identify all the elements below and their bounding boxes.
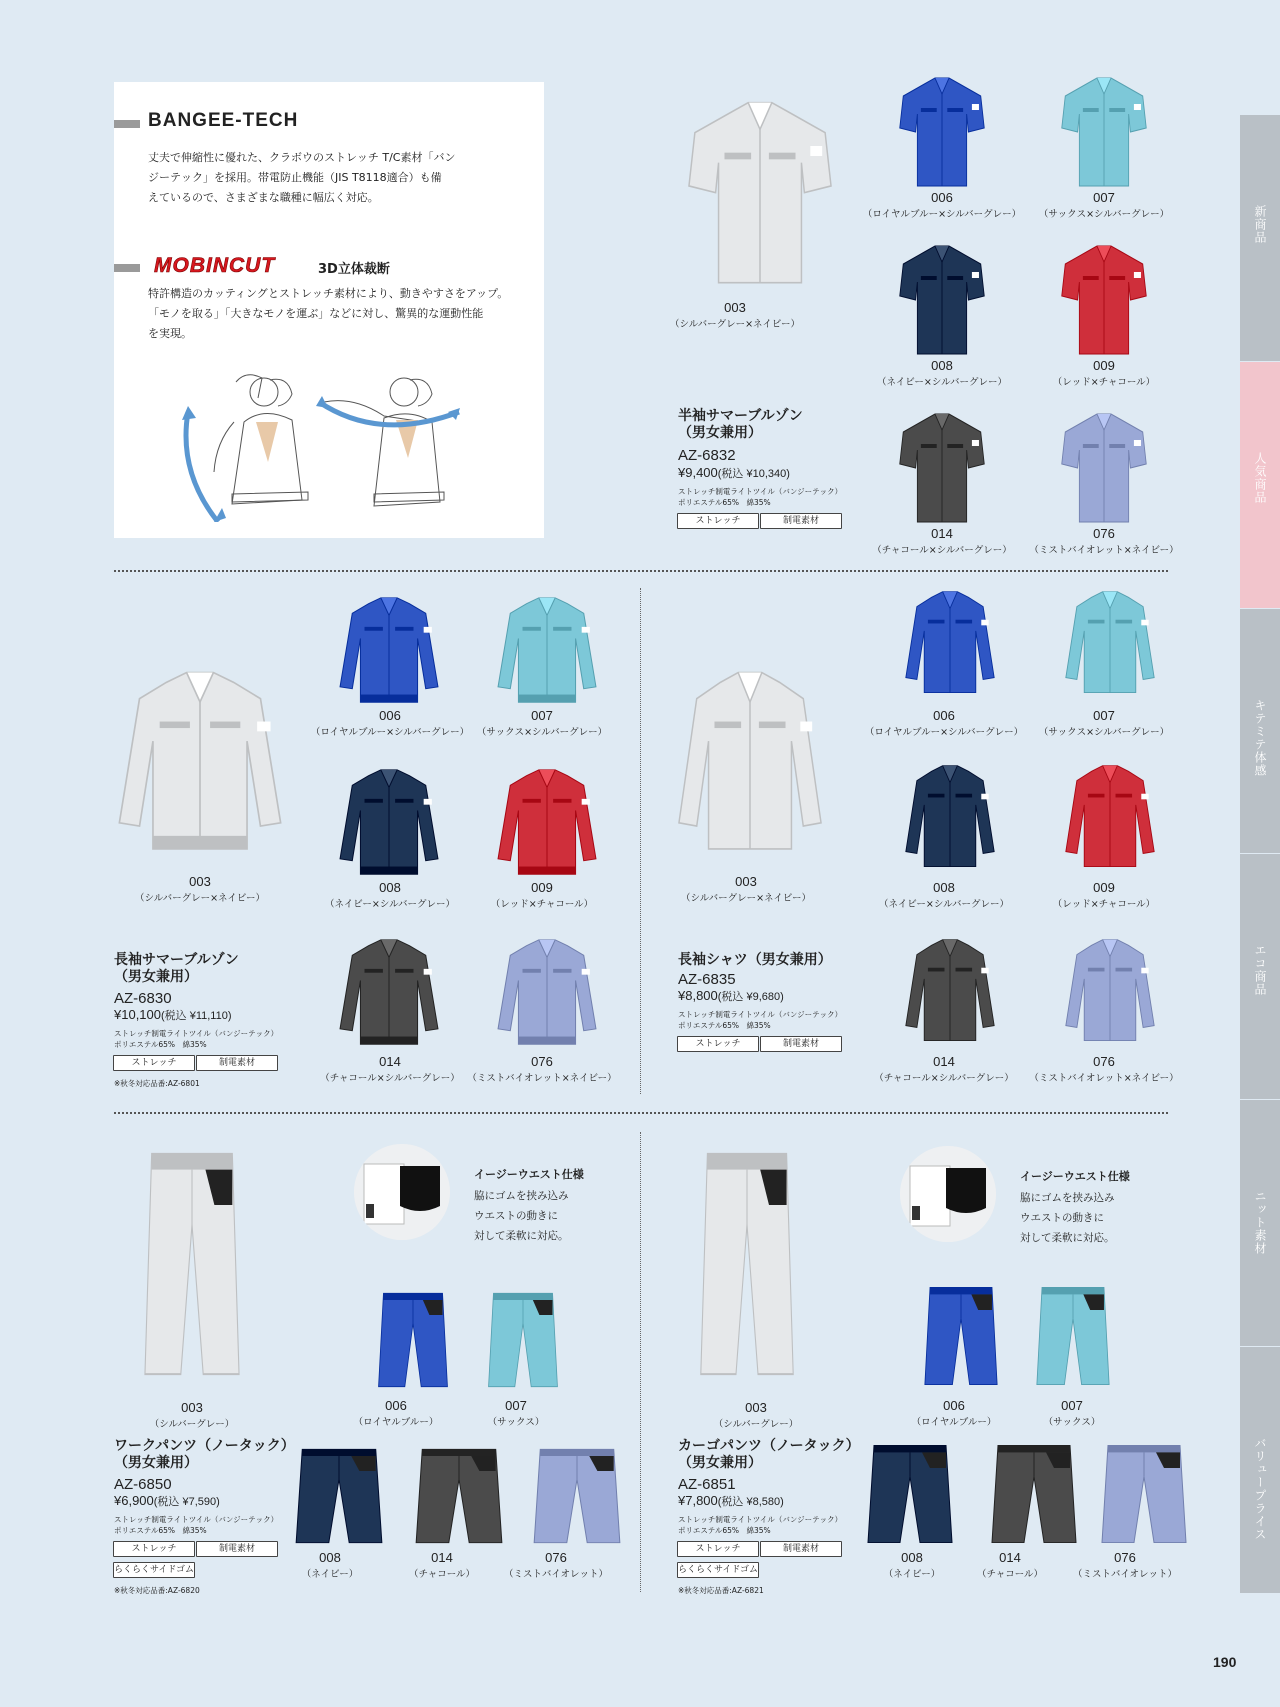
product-model: AZ-6832 xyxy=(678,447,736,464)
color-name: （ミストバイオレット×ネイビー） xyxy=(1029,1073,1179,1084)
page-number: 190 xyxy=(1213,1654,1237,1670)
color-name: （ネイビー×シルバーグレー） xyxy=(879,899,1009,910)
garment-image-076 xyxy=(496,936,598,1052)
divider xyxy=(640,1132,641,1592)
garment-image-008 xyxy=(860,1442,960,1546)
logo-bar xyxy=(114,264,140,272)
color-code: 003 xyxy=(735,874,757,889)
color-name: （チャコール×シルバーグレー） xyxy=(872,545,1012,556)
garment-image-003 xyxy=(676,666,824,862)
color-name: （チャコール×シルバーグレー） xyxy=(320,1073,460,1084)
product-price: ¥6,900(税込 ¥7,590) xyxy=(114,1493,220,1508)
product-model: AZ-6850 xyxy=(114,1476,172,1493)
tag-antistatic: 制電素材 xyxy=(196,1055,278,1071)
garment-image-009 xyxy=(1064,762,1156,874)
color-code: 009 xyxy=(1093,358,1115,373)
garment-image-008 xyxy=(338,766,440,882)
product-model: AZ-6835 xyxy=(678,971,736,988)
color-name: （レッド×チャコール） xyxy=(1052,899,1156,910)
tag-side-elastic: らくらくサイドゴム xyxy=(677,1562,759,1578)
color-code: 007 xyxy=(1093,708,1115,723)
color-code: 006 xyxy=(933,708,955,723)
product-model: AZ-6830 xyxy=(114,990,172,1007)
garment-image-006 xyxy=(372,1290,454,1390)
tag-antistatic: 制電素材 xyxy=(760,1036,842,1052)
color-code: 006 xyxy=(943,1398,965,1413)
color-code: 003 xyxy=(181,1400,203,1415)
color-name: （ネイビー） xyxy=(883,1569,941,1580)
garment-image-014 xyxy=(408,1446,510,1546)
garment-image-007 xyxy=(1030,1284,1116,1388)
color-code: 007 xyxy=(1061,1398,1083,1413)
tab-new-products[interactable]: 新商品 xyxy=(1240,115,1280,362)
divider xyxy=(114,1112,1168,1114)
color-code: 076 xyxy=(545,1550,567,1565)
product-name: 長袖シャツ（男女兼用） xyxy=(678,952,832,968)
color-name: （ロイヤルブルー） xyxy=(911,1417,997,1428)
callout-text: 脇にゴムを挟み込み ウエストの動きに 対して柔軟に対応。 xyxy=(1020,1192,1115,1244)
tag-side-elastic: らくらくサイドゴム xyxy=(113,1562,195,1578)
easy-waist-detail-image xyxy=(354,1144,450,1240)
color-name: （ミストバイオレット×ネイビー） xyxy=(1029,545,1179,556)
color-name: （シルバーグレー） xyxy=(149,1419,235,1430)
color-name: （ネイビー×シルバーグレー） xyxy=(877,377,1007,388)
color-code: 006 xyxy=(379,708,401,723)
color-name: （レッド×チャコール） xyxy=(1052,377,1156,388)
color-name: （ロイヤルブルー×シルバーグレー） xyxy=(310,727,470,738)
garment-image-003 xyxy=(136,1146,248,1382)
color-name: （チャコール×シルバーグレー） xyxy=(874,1073,1014,1084)
tag-antistatic: 制電素材 xyxy=(760,1541,842,1557)
bangee-tech-text: 丈夫で伸縮性に優れた、クラボウのストレッチ T/C素材「バン ジーテック」を採用。帯電防止機能（JIS T8118適合）も備 えているので、さまざまな職種に幅広く対応。 xyxy=(148,151,456,204)
color-code: 014 xyxy=(379,1054,401,1069)
color-code: 008 xyxy=(933,880,955,895)
tag-antistatic: 制電素材 xyxy=(760,513,842,529)
color-code: 009 xyxy=(1093,880,1115,895)
product-name: 長袖サマーブルゾン （男女兼用） xyxy=(114,952,239,985)
color-code: 008 xyxy=(319,1550,341,1565)
motion-illustration xyxy=(174,362,474,522)
color-name: （サックス×シルバーグレー） xyxy=(1038,727,1170,738)
mobincut-text: 特許構造のカッティングとストレッチ素材により、動きやすさをアップ。 「モノを取る」「大きなモノを運ぶ」などに対し、驚異的な運動性能 を実現。 xyxy=(148,287,509,340)
product-name: カーゴパンツ（ノータック） （男女兼用） xyxy=(678,1438,860,1471)
tag-stretch: ストレッチ xyxy=(113,1541,195,1557)
garment-image-006 xyxy=(904,588,996,700)
color-name: （サックス×シルバーグレー） xyxy=(1038,209,1170,220)
color-name: （シルバーグレー） xyxy=(713,1419,799,1430)
color-code: 006 xyxy=(931,190,953,205)
product-note: ※秋冬対応品番:AZ-6821 xyxy=(678,1586,764,1595)
color-name: （ロイヤルブルー×シルバーグレー） xyxy=(862,209,1022,220)
easy-waist-detail-image xyxy=(900,1146,996,1242)
product-price: ¥8,800(税込 ¥9,680) xyxy=(678,988,784,1003)
tab-value-price[interactable]: バリュープライス xyxy=(1240,1347,1280,1594)
color-name: （ミストバイオレット×ネイビー） xyxy=(467,1073,617,1084)
callout-text: 脇にゴムを挟み込み ウエストの動きに 対して柔軟に対応。 xyxy=(474,1190,569,1242)
product-model: AZ-6851 xyxy=(678,1476,736,1493)
tab-kitemite[interactable]: キテミテ体感 xyxy=(1240,609,1280,854)
product-price: ¥10,100(税込 ¥11,110) xyxy=(114,1007,232,1022)
color-code: 003 xyxy=(189,874,211,889)
color-name: （ミストバイオレット） xyxy=(1073,1569,1177,1580)
color-name: （ミストバイオレット） xyxy=(504,1569,608,1580)
garment-image-008 xyxy=(898,242,986,362)
color-code: 003 xyxy=(724,300,746,315)
product-material: ストレッチ制電ライトツイル（バンジーテック） ポリエステル65% 綿35% xyxy=(114,1029,279,1049)
color-name: （チャコール） xyxy=(408,1569,476,1580)
logo-bar xyxy=(114,120,140,128)
color-name: （シルバーグレー×ネイビー） xyxy=(670,319,800,330)
product-price: ¥9,400(税込 ¥10,340) xyxy=(678,465,790,480)
callout-title: イージーウエスト仕様 xyxy=(474,1168,584,1181)
color-name: （ロイヤルブルー） xyxy=(353,1417,439,1428)
garment-image-007 xyxy=(1060,74,1148,194)
color-code: 076 xyxy=(1114,1550,1136,1565)
color-code: 008 xyxy=(931,358,953,373)
bangee-tech-logo: BANGEE-TECH xyxy=(148,110,299,131)
garment-image-003 xyxy=(686,96,834,296)
product-material: ストレッチ制電ライトツイル（バンジーテック） ポリエステル65% 綿35% xyxy=(678,487,843,507)
mobincut-subtitle: 3D立体裁断 xyxy=(318,262,390,277)
garment-image-009 xyxy=(1060,242,1148,362)
garment-image-008 xyxy=(288,1446,390,1546)
color-name: （シルバーグレー×ネイビー） xyxy=(135,893,265,904)
product-name: ワークパンツ（ノータック） （男女兼用） xyxy=(114,1438,295,1471)
color-name: （ネイビー×シルバーグレー） xyxy=(325,899,455,910)
garment-image-076 xyxy=(526,1446,628,1546)
garment-image-007 xyxy=(1064,588,1156,700)
garment-image-007 xyxy=(496,594,598,710)
color-name: （ネイビー） xyxy=(301,1569,359,1580)
product-material: ストレッチ制電ライトツイル（バンジーテック） ポリエステル65% 綿35% xyxy=(114,1515,279,1535)
garment-image-007 xyxy=(482,1290,564,1390)
tab-popular-products[interactable]: 人気商品 xyxy=(1240,362,1280,609)
color-code: 008 xyxy=(379,880,401,895)
garment-image-014 xyxy=(984,1442,1084,1546)
color-code: 076 xyxy=(531,1054,553,1069)
color-name: （サックス） xyxy=(487,1417,545,1428)
tag-antistatic: 制電素材 xyxy=(196,1541,278,1557)
color-code: 007 xyxy=(531,708,553,723)
garment-image-076 xyxy=(1064,936,1156,1048)
color-code: 007 xyxy=(505,1398,527,1413)
color-name: （シルバーグレー×ネイビー） xyxy=(681,893,811,904)
color-code: 076 xyxy=(1093,526,1115,541)
tab-eco-products[interactable]: エコ商品 xyxy=(1240,854,1280,1100)
garment-image-076 xyxy=(1060,410,1148,530)
tag-stretch: ストレッチ xyxy=(677,1541,759,1557)
color-name: （レッド×チャコール） xyxy=(490,899,594,910)
divider xyxy=(640,588,641,1094)
garment-image-008 xyxy=(904,762,996,874)
color-name: （サックス×シルバーグレー） xyxy=(476,727,608,738)
product-material: ストレッチ制電ライトツイル（バンジーテック） ポリエステル65% 綿35% xyxy=(678,1010,843,1030)
garment-image-076 xyxy=(1094,1442,1194,1546)
color-name: （サックス） xyxy=(1043,1417,1101,1428)
color-code: 014 xyxy=(999,1550,1021,1565)
garment-image-009 xyxy=(496,766,598,882)
tag-stretch: ストレッチ xyxy=(677,1036,759,1052)
color-code: 014 xyxy=(431,1550,453,1565)
color-code: 006 xyxy=(385,1398,407,1413)
callout-title: イージーウエスト仕様 xyxy=(1020,1170,1130,1183)
color-code: 008 xyxy=(901,1550,923,1565)
color-name: （チャコール） xyxy=(976,1569,1044,1580)
garment-image-003 xyxy=(116,666,284,862)
garment-image-003 xyxy=(692,1146,802,1382)
garment-image-006 xyxy=(918,1284,1004,1388)
product-note: ※秋冬対応品番:AZ-6820 xyxy=(114,1586,200,1595)
color-code: 009 xyxy=(531,880,553,895)
tag-stretch: ストレッチ xyxy=(677,513,759,529)
product-material: ストレッチ制電ライトツイル（バンジーテック） ポリエステル65% 綿35% xyxy=(678,1515,843,1535)
garment-image-006 xyxy=(338,594,440,710)
product-note: ※秋冬対応品番:AZ-6801 xyxy=(114,1079,200,1088)
garment-image-014 xyxy=(904,936,996,1048)
color-code: 014 xyxy=(933,1054,955,1069)
color-code: 003 xyxy=(745,1400,767,1415)
color-code: 076 xyxy=(1093,1054,1115,1069)
feature-panel xyxy=(114,82,544,538)
product-price: ¥7,800(税込 ¥8,580) xyxy=(678,1493,784,1508)
tag-stretch: ストレッチ xyxy=(113,1055,195,1071)
color-name: （ロイヤルブルー×シルバーグレー） xyxy=(864,727,1024,738)
tab-knit-material[interactable]: ニット素材 xyxy=(1240,1100,1280,1347)
product-name: 半袖サマーブルゾン （男女兼用） xyxy=(678,408,803,441)
garment-image-014 xyxy=(898,410,986,530)
mobincut-logo: MOBINCUT xyxy=(154,254,276,277)
divider xyxy=(114,570,1168,572)
color-code: 007 xyxy=(1093,190,1115,205)
color-code: 014 xyxy=(931,526,953,541)
garment-image-006 xyxy=(898,74,986,194)
garment-image-014 xyxy=(338,936,440,1052)
